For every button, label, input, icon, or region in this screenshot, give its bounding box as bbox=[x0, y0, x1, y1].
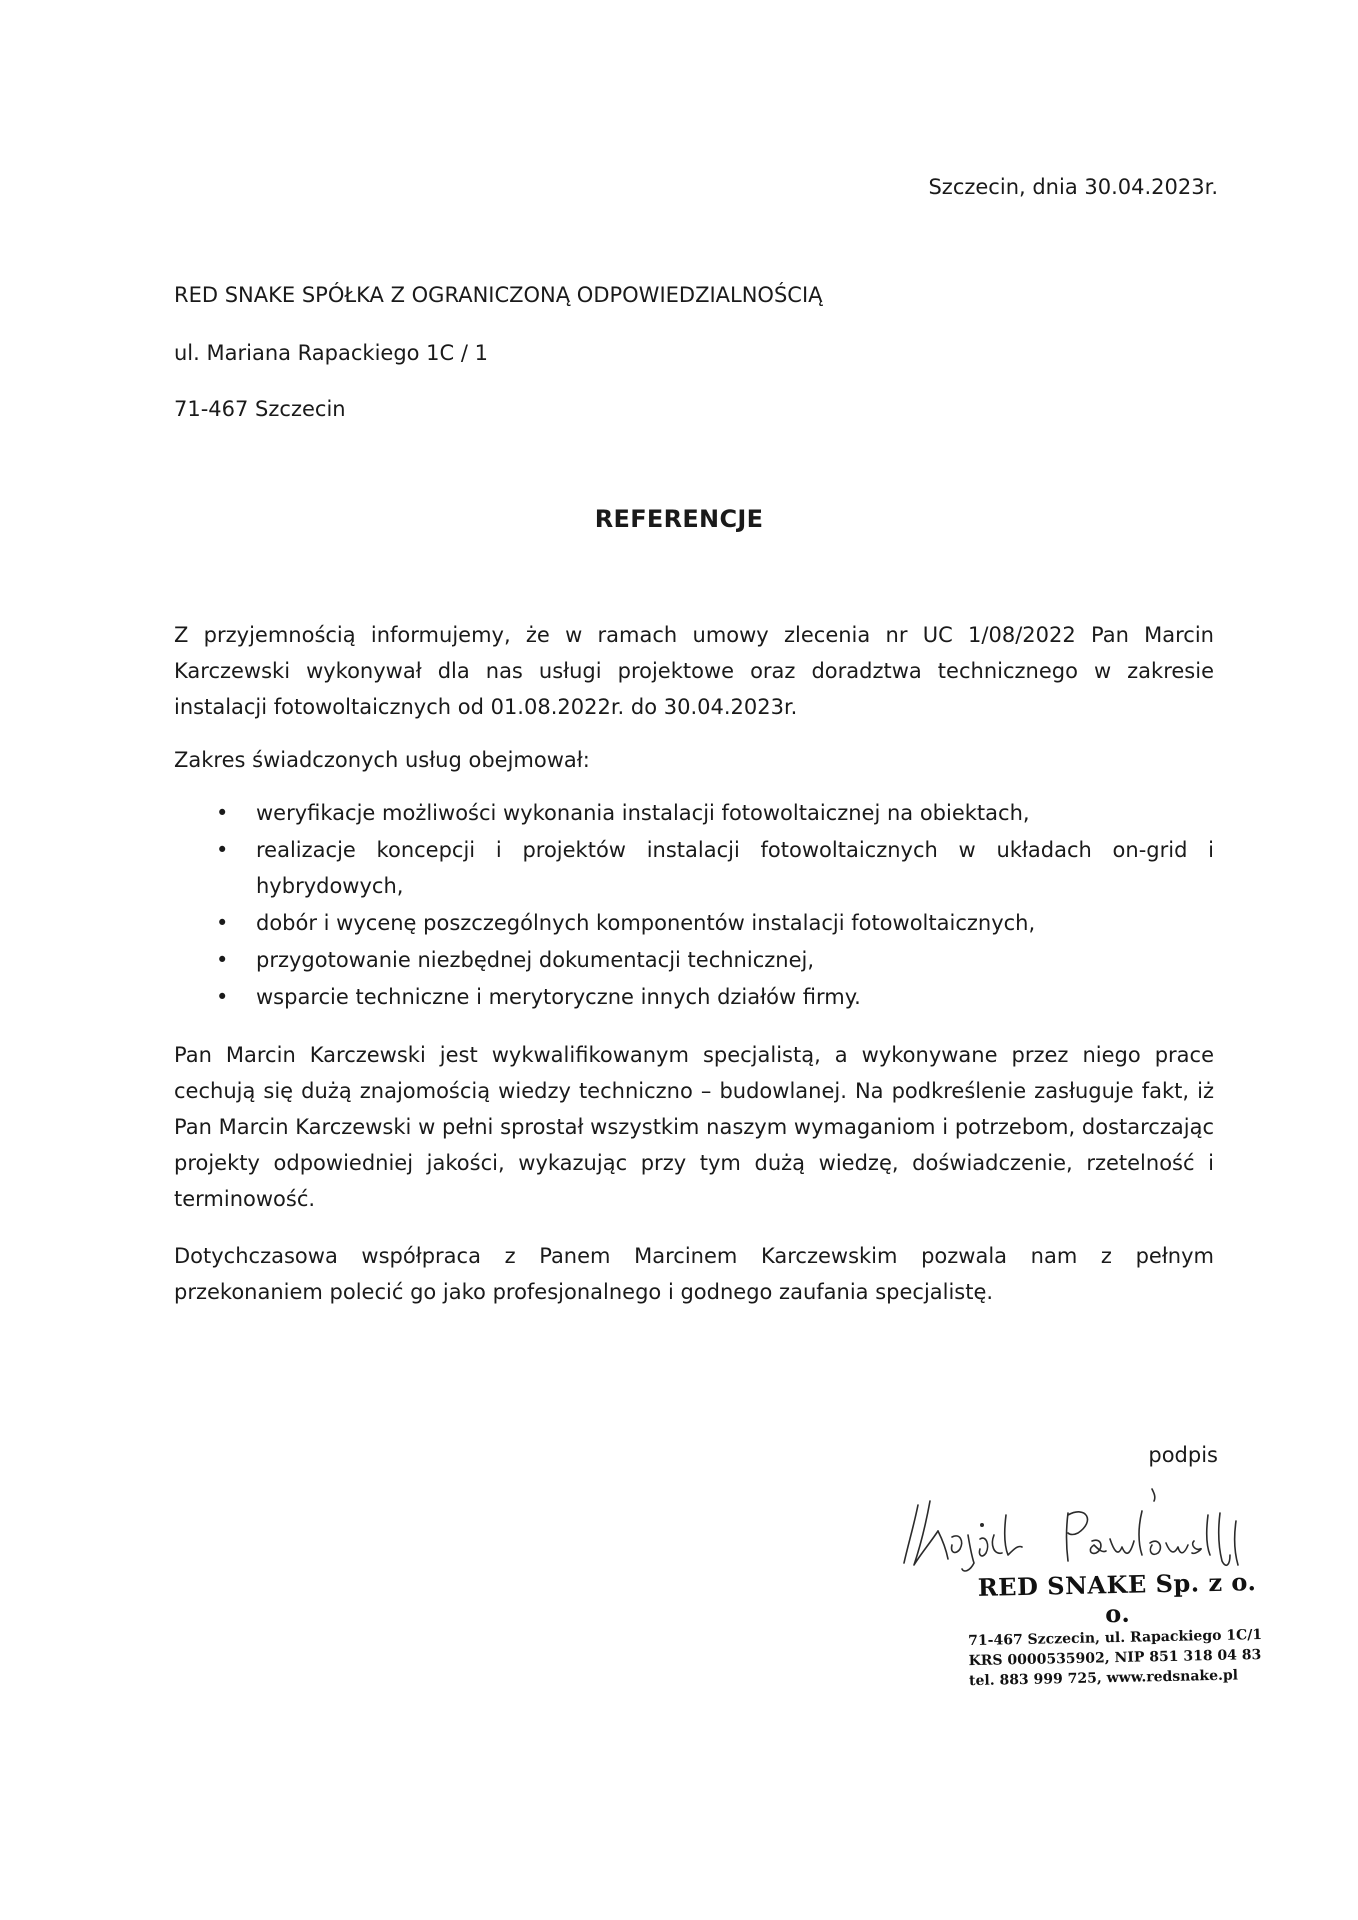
recipient-city: 71-467 Szczecin bbox=[174, 397, 346, 421]
bullet-icon: • bbox=[216, 801, 229, 825]
list-item bbox=[174, 942, 1214, 978]
list-item bbox=[174, 795, 1214, 831]
list-item bbox=[174, 905, 1214, 941]
recipient-street: ul. Mariana Rapackiego 1C / 1 bbox=[174, 341, 488, 365]
bullet-icon: • bbox=[216, 985, 229, 1009]
bullet-icon: • bbox=[216, 948, 229, 972]
recipient-name: RED SNAKE SPÓŁKA Z OGRANICZONĄ ODPOWIEDZIALNOŚCIĄ bbox=[174, 283, 823, 307]
bullet-icon: • bbox=[216, 838, 229, 862]
list-item-text: weryfikacje możliwości wykonania instalacji fotowoltaicznej na obiektach, bbox=[256, 801, 1030, 825]
scope-list bbox=[174, 795, 1214, 1016]
stamp-address: 71-467 Szczecin, ul. Rapackiego 1C/1 bbox=[968, 1626, 1263, 1650]
handwritten-signature bbox=[890, 1465, 1270, 1575]
list-item-text: przygotowanie niezbędnej dokumentacji technicznej, bbox=[256, 948, 815, 972]
list-item-text: wsparcie techniczne i merytoryczne innych działów firmy. bbox=[256, 985, 861, 1009]
signature-label: podpis bbox=[1148, 1443, 1218, 1467]
closing-paragraph: Dotychczasowa współpraca z Panem Marcinem Karczewskim pozwala nam z pełnym przekonaniem polecić go jako profesjonalnego i godnego zaufania specjalistę. bbox=[174, 1244, 1214, 1304]
bullet-icon: • bbox=[216, 911, 229, 935]
date-line: Szczecin, dnia 30.04.2023r. bbox=[928, 175, 1218, 199]
list-item bbox=[174, 832, 1214, 904]
scope-heading: Zakres świadczonych usług obejmował: bbox=[174, 748, 590, 772]
stamp-contact: tel. 883 999 725, www.redsnake.pl bbox=[968, 1667, 1239, 1690]
stamp-registry: KRS 0000535902, NIP 851 318 04 83 bbox=[968, 1647, 1262, 1670]
list-item-text: dobór i wycenę poszczególnych komponentów instalacji fotowoltaicznych, bbox=[256, 911, 1036, 935]
document-title: REFERENCJE bbox=[594, 505, 764, 533]
intro-paragraph: Z przyjemnością informujemy, że w ramach umowy zlecenia nr UC 1/08/2022 Pan Marcin Karczewski wykonywał dla nas usługi projektowe oraz doradztwa technicznego w zakresie instalacji fotowoltaicznych od 01.08.2022r. do 30.04.2023r. bbox=[174, 623, 1214, 719]
list-item bbox=[174, 979, 1214, 1015]
list-item-text: realizacje koncepcji i projektów instalacji fotowoltaicznych w układach on-grid i hybrydowych, bbox=[256, 838, 1214, 898]
company-stamp bbox=[967, 1567, 1269, 1691]
stamp-company: RED SNAKE Sp. z o. o. bbox=[977, 1567, 1257, 1629]
assessment-paragraph: Pan Marcin Karczewski jest wykwalifikowanym specjalistą, a wykonywane przez niego prace cechują się dużą znajomością wiedzy techniczno – budowlanej. Na podkreślenie zasługuje fakt, iż Pan Marcin Karczewski w pełni sprostał wszystkim naszym wymaganiom i potrzebom, dostarczając projekty odpowiedniej jakości, wykazując przy tym dużą wiedzę, doświadczenie, rzetelność i terminowość. bbox=[174, 1043, 1214, 1211]
